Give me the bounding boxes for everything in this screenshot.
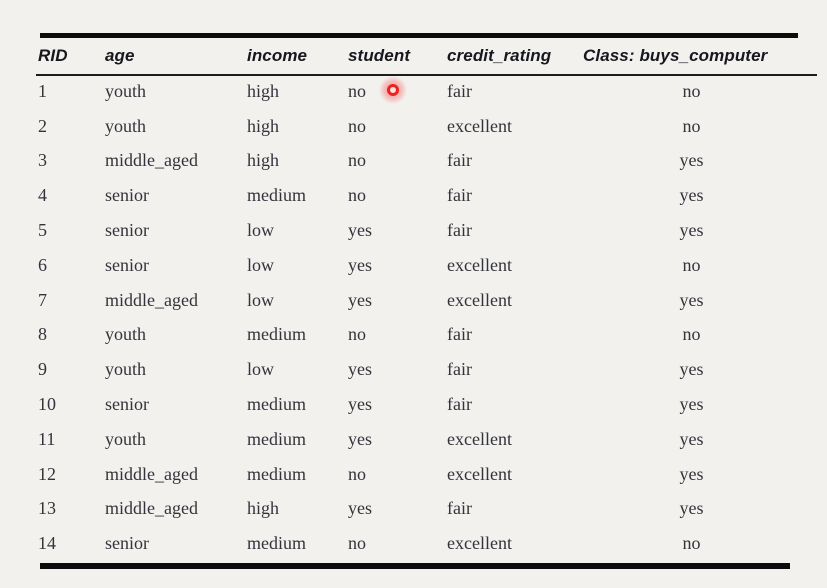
header-cell-student: student [348,46,411,65]
table-row [38,144,800,179]
table-row [38,109,800,144]
table-row [38,526,800,561]
header-cell-credit_rating: credit_rating [447,46,552,65]
table-cell-credit_rating: fair [447,80,472,101]
table-cell-class: yes [679,220,704,241]
header-cell-age: age [105,46,135,65]
table-cell-student: yes [348,254,372,275]
table-cell-income: medium [247,463,306,484]
table-cell-class: no [682,115,701,136]
table-cell-rid: 4 [38,185,47,206]
table-cell-rid: 7 [38,289,47,310]
table-row [38,492,800,527]
table-cell-student: no [348,533,366,554]
table-cell-rid: 6 [38,254,47,275]
table-cell-rid: 8 [38,324,47,345]
table-cell-rid: 3 [38,150,47,171]
table-cell-credit_rating: fair [447,394,472,415]
table-cell-income: medium [247,394,306,415]
table-cell-student: yes [348,289,372,310]
buys-computer-dataset-table [38,38,800,561]
table-cell-income: high [247,498,280,519]
table-cell-rid: 10 [38,394,56,415]
table-cell-rid: 13 [38,498,56,519]
table-row [38,248,800,283]
table-cell-class: yes [679,463,704,484]
table-row [38,387,800,422]
table-cell-credit_rating: excellent [447,115,512,136]
table-cell-student: no [348,463,366,484]
table-cell-age: senior [105,185,149,206]
table-cell-class: no [682,533,701,554]
table-cell-credit_rating: excellent [447,463,512,484]
table-row [38,352,800,387]
table-cell-class: yes [679,498,704,519]
table-cell-rid: 1 [38,80,47,101]
table-cell-class: yes [679,185,704,206]
click-indicator-icon [387,84,399,96]
table-cell-class: no [682,254,701,275]
table-cell-student: yes [348,394,372,415]
table-cell-class: yes [679,394,704,415]
table-cell-student: no [348,115,366,136]
table-cell-credit_rating: excellent [447,428,512,449]
table-cell-student: yes [348,428,372,449]
table-cell-income: low [247,220,274,241]
table-cell-credit_rating: fair [447,498,472,519]
table-row [38,457,800,492]
table-cell-age: youth [105,359,147,380]
table-cell-student: no [348,324,366,345]
table-row [38,422,800,457]
table-cell-income: low [247,359,274,380]
table-cell-age: youth [105,80,147,101]
table-cell-class: no [682,324,701,345]
table-header [38,38,800,74]
table-cell-income: low [247,289,274,310]
table-cell-income: high [247,115,280,136]
table-cell-class: yes [679,428,704,449]
table-row [38,178,800,213]
table-row [38,283,800,318]
table-cell-class: yes [679,289,704,310]
table-cell-student: yes [348,220,372,241]
table-cell-age: middle_aged [105,463,198,484]
header-cell-rid: RID [38,46,68,65]
header-row [38,38,800,74]
table-cell-rid: 11 [38,428,56,449]
table-cell-student: yes [348,359,372,380]
table-cell-age: middle_aged [105,289,198,310]
table-cell-credit_rating: fair [447,359,472,380]
table-cell-rid: 9 [38,359,47,380]
table-cell-income: medium [247,428,306,449]
table-cell-student: yes [348,498,372,519]
table-cell-age: senior [105,533,149,554]
table-cell-income: medium [247,324,306,345]
table-cell-income: medium [247,185,306,206]
table-row [38,318,800,353]
table-cell-age: senior [105,394,149,415]
table-body [38,74,800,561]
table-cell-credit_rating: excellent [447,289,512,310]
table-cell-student: no [348,185,366,206]
table-row [38,213,800,248]
table-cell-student: no [348,150,366,171]
table-cell-credit_rating: excellent [447,533,512,554]
table-bottom-rule [40,563,790,569]
table-cell-credit_rating: excellent [447,254,512,275]
table-cell-income: high [247,80,280,101]
table-cell-credit_rating: fair [447,185,472,206]
table-cell-income: medium [247,533,306,554]
table-cell-rid: 12 [38,463,56,484]
header-cell-income: income [247,46,308,65]
table-cell-credit_rating: fair [447,324,472,345]
table-cell-rid: 14 [38,533,56,554]
table-cell-rid: 2 [38,115,47,136]
table-cell-rid: 5 [38,220,47,241]
table-cell-income: low [247,254,274,275]
table-cell-age: senior [105,220,149,241]
table-row [38,74,800,109]
table-cell-age: middle_aged [105,498,198,519]
table-cell-class: yes [679,150,704,171]
table-cell-student: no [348,80,366,101]
table-cell-credit_rating: fair [447,220,472,241]
table-cell-credit_rating: fair [447,150,472,171]
header-cell-class: Class: buys_computer [583,46,768,65]
table-cell-income: high [247,150,280,171]
table-cell-age: youth [105,324,147,345]
table-cell-class: yes [679,359,704,380]
table-cell-class: no [682,80,701,101]
table-cell-age: middle_aged [105,150,198,171]
table-cell-age: youth [105,115,147,136]
table-cell-age: senior [105,254,149,275]
table-cell-age: youth [105,428,147,449]
